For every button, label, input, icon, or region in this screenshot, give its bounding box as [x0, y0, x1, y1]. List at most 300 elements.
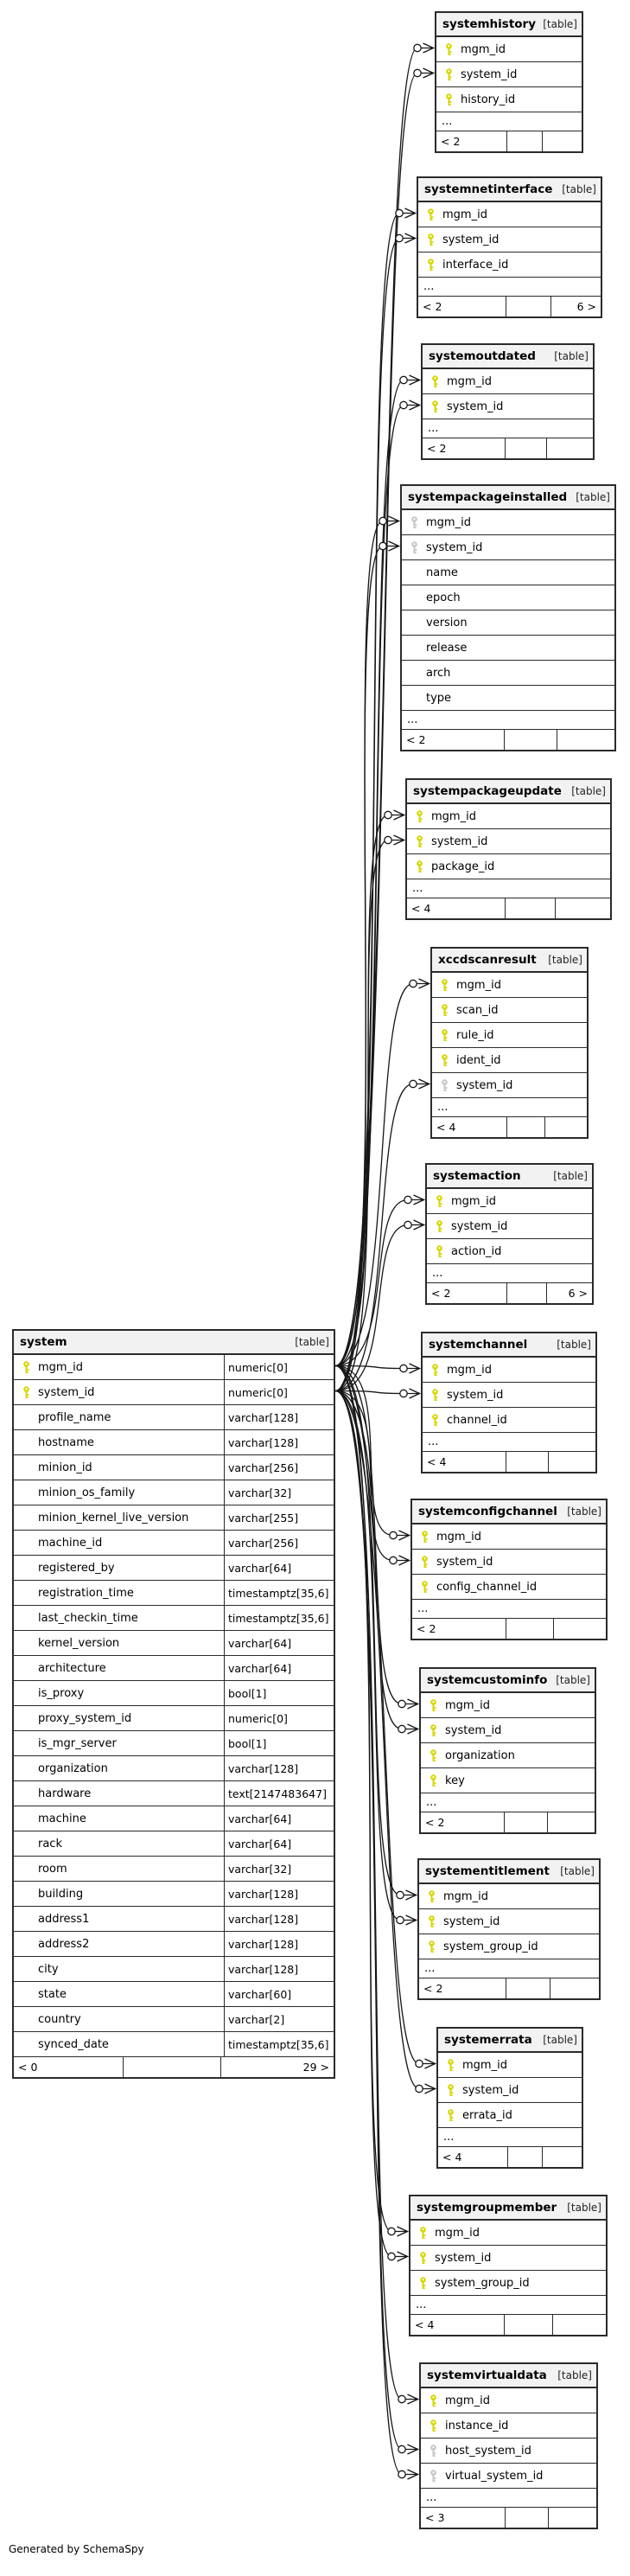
- footer-mid-cell: [504, 2315, 553, 2335]
- zero-or-more-circle: [410, 980, 417, 987]
- column-type: text[2147483647]: [224, 1781, 334, 1806]
- column-type: varchar[128]: [224, 1405, 334, 1429]
- footer-children-count: [543, 131, 582, 151]
- column-name: mgm_id: [426, 515, 471, 529]
- column-name: system_id: [431, 834, 488, 848]
- zero-or-more-circle: [388, 2253, 395, 2260]
- primary-key-icon: [435, 1195, 444, 1208]
- primary-key-icon: [440, 1004, 449, 1017]
- column-name: channel_id: [447, 1413, 507, 1427]
- table-footer: [412, 1619, 606, 1639]
- primary-key-icon: [420, 1531, 430, 1544]
- column-name: kernel_version: [38, 1636, 120, 1650]
- column-row-hardware: [14, 1781, 334, 1806]
- primary-key-icon: [418, 2277, 428, 2290]
- primary-key-icon: [429, 1724, 438, 1737]
- column-row-arch: [402, 661, 614, 686]
- key-slot: [419, 1915, 443, 1928]
- footer-children-count: [550, 1978, 599, 1998]
- table-footer: [418, 297, 601, 316]
- footer-parents-count: < 4: [427, 1455, 447, 1468]
- key-slot: [421, 1749, 445, 1762]
- column-type: varchar[60]: [224, 1982, 334, 2006]
- footer-parents-count: < 2: [406, 733, 426, 746]
- column-name: minion_id: [38, 1461, 92, 1474]
- footer-mid-cell: [506, 1619, 554, 1639]
- table-footer: [419, 1978, 599, 1998]
- zero-or-more-circle: [400, 1390, 407, 1397]
- footer-mid-cell: [505, 898, 556, 918]
- column-row-organization: [421, 1743, 595, 1768]
- column-type: varchar[64]: [224, 1831, 334, 1856]
- column-row-release: [402, 636, 614, 661]
- column-name: mgm_id: [462, 2058, 507, 2072]
- table-badge: [table]: [571, 785, 606, 797]
- footer-children-count: [549, 2508, 596, 2528]
- key-slot: [421, 2419, 445, 2432]
- column-row-mgm_id: [438, 2053, 582, 2078]
- table-badge: [table]: [567, 2202, 601, 2214]
- zero-or-more-circle: [379, 542, 386, 549]
- column-type: varchar[64]: [224, 1556, 334, 1580]
- table-systemchannel: [421, 1332, 597, 1473]
- table-header-systementitlement[interactable]: [419, 1860, 599, 1884]
- table-footer: [410, 2315, 606, 2335]
- column-row-channel_id: [423, 1408, 595, 1433]
- column-row-city: [14, 1957, 334, 1982]
- key-slot: [419, 1940, 443, 1953]
- primary-key-icon: [435, 1245, 444, 1258]
- zero-or-more-circle: [397, 1891, 404, 1898]
- zero-or-more-circle: [396, 209, 403, 216]
- primary-key-icon: [22, 1386, 31, 1399]
- column-name: machine_id: [38, 1536, 103, 1550]
- table-title[interactable]: systempackageupdate: [413, 784, 562, 798]
- column-row-mgm_id: [432, 973, 587, 998]
- zero-or-more-circle: [400, 376, 407, 383]
- column-name: virtual_system_id: [445, 2469, 544, 2483]
- table-title[interactable]: systementitlement: [425, 1864, 550, 1878]
- primary-key-icon: [415, 835, 424, 848]
- primary-key-icon: [430, 1389, 440, 1402]
- zero-or-more-circle: [404, 1196, 411, 1203]
- footer-mid-cell: [506, 297, 551, 316]
- column-row-is_mgr_server: [14, 1731, 334, 1756]
- key-slot: [438, 2059, 462, 2072]
- column-row-system_id: [407, 829, 610, 854]
- column-name: rack: [38, 1837, 62, 1851]
- zero-or-more-circle: [398, 2471, 405, 2477]
- zero-or-more-circle: [400, 1365, 407, 1371]
- footer-mid-cell: [506, 1117, 545, 1137]
- table-header-systempackageupdate[interactable]: [407, 780, 610, 804]
- column-row-mgm_id: [407, 804, 610, 829]
- column-row-last_checkin_time: [14, 1606, 334, 1631]
- column-row-mgm_id: [412, 1525, 606, 1550]
- column-row-system_id: [438, 2078, 582, 2103]
- table-header-systemvirtualdata[interactable]: [421, 2364, 596, 2388]
- more-columns-ellipsis: ...: [419, 1959, 599, 1978]
- primary-key-icon: [446, 2084, 455, 2097]
- table-badge: [table]: [567, 1505, 601, 1518]
- table-footer: [436, 131, 582, 151]
- zero-or-more-circle: [414, 69, 421, 76]
- column-type: varchar[128]: [224, 1756, 334, 1780]
- primary-key-icon: [415, 810, 424, 823]
- column-name: action_id: [451, 1244, 502, 1258]
- primary-key-icon: [440, 1029, 449, 1042]
- column-name: system_id: [447, 1388, 504, 1402]
- footer-parents-count: < 3: [425, 2511, 445, 2524]
- column-name: profile_name: [38, 1410, 111, 1424]
- footer-mid-cell: [506, 131, 543, 151]
- footer-children-count: [549, 1452, 595, 1472]
- footer-parents-count: < 2: [417, 1622, 436, 1635]
- column-name: hardware: [38, 1787, 92, 1800]
- table-header-systemaction[interactable]: [427, 1165, 592, 1189]
- table-badge: [table]: [543, 2034, 577, 2046]
- table-title[interactable]: systemerrata: [444, 2033, 532, 2047]
- generated-by-note: Generated by SchemaSpy: [9, 2543, 144, 2555]
- key-slot: [436, 43, 461, 56]
- key-slot: [427, 1245, 451, 1258]
- column-row-system_id: [412, 1550, 606, 1575]
- key-slot: [418, 233, 442, 246]
- more-columns-ellipsis: ...: [427, 1264, 592, 1283]
- column-name: address1: [38, 1912, 90, 1926]
- key-slot: [423, 1389, 447, 1402]
- column-name: mgm_id: [456, 978, 501, 992]
- relationship-line: [335, 1391, 417, 1921]
- column-name: arch: [426, 666, 451, 680]
- foreign-key-icon: [440, 1079, 449, 1092]
- footer-mid-cell: [506, 1978, 550, 1998]
- column-name: architecture: [38, 1661, 106, 1675]
- zero-or-more-circle: [385, 836, 391, 843]
- column-row-hostname: [14, 1430, 334, 1455]
- column-row-scan_id: [432, 998, 587, 1023]
- column-name: system_id: [456, 1078, 513, 1092]
- column-row-instance_id: [421, 2413, 596, 2439]
- column-type: bool[1]: [224, 1731, 334, 1755]
- table-systemconfigchannel: [410, 1499, 608, 1640]
- primary-key-icon: [420, 1556, 430, 1569]
- primary-key-icon: [440, 979, 449, 992]
- table-title[interactable]: systemhistory: [442, 17, 537, 31]
- column-row-building: [14, 1882, 334, 1907]
- column-row-version: [402, 610, 614, 636]
- column-name: rule_id: [456, 1028, 494, 1042]
- table-header-systemoutdated[interactable]: [423, 345, 593, 369]
- footer-children-count: [554, 1619, 606, 1639]
- key-slot: [421, 1699, 445, 1712]
- column-type: varchar[64]: [224, 1656, 334, 1680]
- table-footer: [423, 438, 593, 458]
- column-row-virtual_system_id: [421, 2464, 596, 2489]
- column-name: system_id: [447, 400, 504, 413]
- more-columns-ellipsis: ...: [410, 2296, 606, 2315]
- column-row-system_id: [402, 535, 614, 560]
- primary-key-icon: [22, 1361, 31, 1374]
- footer-parents-count: < 4: [411, 902, 431, 915]
- primary-key-icon: [427, 1940, 436, 1953]
- column-row-machine_id: [14, 1531, 334, 1556]
- footer-parents-count: < 2: [423, 300, 442, 313]
- column-name: system_id: [461, 67, 518, 81]
- relationship-line: [335, 547, 399, 1391]
- key-slot: [14, 1386, 38, 1399]
- zero-or-more-circle: [416, 2060, 423, 2067]
- column-row-address1: [14, 1907, 334, 1932]
- column-name: minion_os_family: [38, 1486, 136, 1499]
- table-title[interactable]: systemcustominfo: [427, 1673, 548, 1687]
- column-name: interface_id: [442, 258, 509, 272]
- column-row-address2: [14, 1932, 334, 1957]
- column-name: system_group_id: [443, 1940, 538, 1953]
- primary-key-icon: [430, 1414, 440, 1427]
- table-systemhistory: [435, 11, 583, 153]
- column-row-system_id: [427, 1214, 592, 1239]
- table-title[interactable]: systemvirtualdata: [427, 2368, 547, 2382]
- more-columns-ellipsis: ...: [423, 1433, 595, 1452]
- column-row-mgm_id: [427, 1189, 592, 1214]
- table-badge: [table]: [562, 183, 596, 195]
- column-name: organization: [445, 1748, 515, 1762]
- footer-mid-cell: [507, 2147, 544, 2167]
- table-header-systemhistory[interactable]: [436, 13, 582, 37]
- column-row-system_id: [423, 1383, 595, 1408]
- relationship-line: [335, 984, 430, 1366]
- footer-children-count: [557, 730, 614, 750]
- table-header-systemerrata[interactable]: [438, 2029, 582, 2053]
- key-slot: [410, 2277, 435, 2290]
- column-name: config_channel_id: [436, 1580, 538, 1594]
- column-row-system_id: [432, 1073, 587, 1098]
- column-name: mgm_id: [38, 1360, 83, 1374]
- column-row-system_id: [410, 2246, 606, 2271]
- column-name: minion_kernel_live_version: [38, 1511, 189, 1525]
- column-type: varchar[255]: [224, 1505, 334, 1530]
- table-title[interactable]: xccdscanresult: [438, 953, 537, 967]
- key-slot: [412, 1581, 436, 1594]
- column-row-mgm_id: [421, 1693, 595, 1718]
- table-title[interactable]: systemchannel: [429, 1338, 528, 1352]
- column-name: epoch: [426, 591, 461, 604]
- key-slot: [410, 2227, 435, 2240]
- primary-key-icon: [429, 1774, 438, 1787]
- column-row-mgm_id: [436, 37, 582, 62]
- table-header-systemconfigchannel[interactable]: [412, 1500, 606, 1525]
- table-badge: [table]: [295, 1336, 329, 1348]
- table-badge: [table]: [560, 1865, 595, 1877]
- foreign-key-icon: [429, 2470, 438, 2483]
- column-row-rule_id: [432, 1023, 587, 1048]
- column-row-is_proxy: [14, 1681, 334, 1706]
- key-slot: [423, 1414, 447, 1427]
- key-slot: [427, 1220, 451, 1233]
- foreign-key-icon: [410, 541, 419, 554]
- table-title[interactable]: system: [20, 1335, 67, 1349]
- table-systempackageinstalled: [400, 484, 616, 751]
- footer-children-count: [548, 1812, 595, 1832]
- footer-mid-cell: [123, 2057, 222, 2077]
- key-slot: [432, 1004, 456, 1017]
- relationship-line: [335, 1391, 418, 2475]
- column-name: system_id: [445, 1723, 502, 1737]
- more-columns-ellipsis: ...: [423, 419, 593, 438]
- column-name: synced_date: [38, 2037, 109, 2051]
- more-columns-ellipsis: ...: [438, 2128, 582, 2147]
- column-name: registered_by: [38, 1561, 115, 1575]
- primary-key-icon: [415, 860, 424, 873]
- table-footer: [432, 1117, 587, 1137]
- footer-children-count: [556, 898, 610, 918]
- column-name: mgm_id: [435, 2226, 480, 2240]
- column-name: mgm_id: [443, 1889, 488, 1903]
- table-header-system[interactable]: [14, 1331, 334, 1355]
- column-row-minion_kernel_live_version: [14, 1505, 334, 1531]
- primary-key-icon: [446, 2109, 455, 2122]
- column-type: varchar[64]: [224, 1631, 334, 1655]
- column-row-system_id: [421, 1718, 595, 1743]
- table-header-systemnetinterface[interactable]: [418, 178, 601, 202]
- column-name: last_checkin_time: [38, 1611, 138, 1625]
- column-row-config_channel_id: [412, 1575, 606, 1600]
- zero-or-more-circle: [400, 401, 407, 408]
- column-row-system_id: [419, 1909, 599, 1934]
- primary-key-icon: [429, 1699, 438, 1712]
- column-row-history_id: [436, 87, 582, 112]
- table-badge: [table]: [554, 350, 589, 362]
- column-row-system_id: [14, 1380, 334, 1405]
- footer-children-count: 29 >: [302, 2061, 329, 2074]
- zero-or-more-circle: [410, 1080, 417, 1087]
- column-row-host_system_id: [421, 2439, 596, 2464]
- column-name: instance_id: [445, 2419, 509, 2432]
- column-name: ident_id: [456, 1053, 501, 1067]
- table-header-systemgroupmember[interactable]: [410, 2196, 606, 2221]
- column-row-epoch: [402, 585, 614, 610]
- table-title[interactable]: systemgroupmember: [417, 2201, 557, 2215]
- column-row-system_id: [418, 227, 601, 252]
- relationship-line: [335, 1391, 408, 2257]
- column-name: country: [38, 2012, 81, 2026]
- zero-or-more-circle: [398, 1725, 405, 1732]
- column-name: mgm_id: [436, 1530, 481, 1544]
- foreign-key-icon: [410, 516, 419, 529]
- column-name: proxy_system_id: [38, 1711, 132, 1725]
- table-systementitlement: [417, 1858, 601, 2000]
- table-title[interactable]: systempackageinstalled: [408, 490, 568, 504]
- column-row-key: [421, 1768, 595, 1793]
- column-row-system_group_id: [419, 1934, 599, 1959]
- column-name: is_mgr_server: [38, 1736, 117, 1750]
- column-name: host_system_id: [445, 2444, 531, 2458]
- key-slot: [421, 2470, 445, 2483]
- table-systemnetinterface: [417, 176, 602, 318]
- table-badge: [table]: [557, 2369, 592, 2381]
- key-slot: [423, 375, 447, 388]
- primary-key-icon: [430, 400, 440, 413]
- column-row-room: [14, 1857, 334, 1882]
- primary-key-icon: [429, 1749, 438, 1762]
- key-slot: [419, 1890, 443, 1903]
- primary-key-icon: [426, 233, 436, 246]
- primary-key-icon: [429, 2394, 438, 2407]
- key-slot: [418, 259, 442, 272]
- table-title[interactable]: systemoutdated: [429, 349, 536, 363]
- column-row-architecture: [14, 1656, 334, 1681]
- more-columns-ellipsis: ...: [421, 1793, 595, 1812]
- key-slot: [418, 208, 442, 221]
- table-systemerrata: [436, 2027, 583, 2169]
- column-row-name: [402, 560, 614, 585]
- column-name: mgm_id: [445, 2394, 490, 2407]
- table-header-systemcustominfo[interactable]: [421, 1669, 595, 1693]
- table-title[interactable]: systemconfigchannel: [418, 1505, 557, 1518]
- column-name: history_id: [461, 93, 516, 106]
- column-type: timestamptz[35,6]: [224, 2032, 334, 2056]
- footer-children-count: [545, 1117, 587, 1137]
- zero-or-more-circle: [396, 234, 403, 241]
- zero-or-more-circle: [390, 1556, 397, 1563]
- table-system: [12, 1329, 335, 2079]
- table-footer: [423, 1452, 595, 1472]
- column-row-synced_date: [14, 2032, 334, 2057]
- zero-or-more-circle: [398, 1700, 405, 1707]
- column-name: system_group_id: [435, 2276, 530, 2290]
- column-row-organization: [14, 1756, 334, 1781]
- more-columns-ellipsis: ...: [407, 879, 610, 898]
- key-slot: [421, 1774, 445, 1787]
- key-slot: [432, 1079, 456, 1092]
- column-name: key: [445, 1774, 465, 1787]
- column-type: varchar[128]: [224, 1957, 334, 1981]
- footer-parents-count: < 4: [415, 2318, 435, 2331]
- table-title[interactable]: systemaction: [433, 1169, 521, 1183]
- zero-or-more-circle: [379, 517, 386, 524]
- primary-key-icon: [429, 2419, 438, 2432]
- column-row-registered_by: [14, 1556, 334, 1581]
- key-slot: [421, 1724, 445, 1737]
- table-header-systempackageinstalled[interactable]: [402, 486, 614, 510]
- column-row-mgm_id: [421, 2388, 596, 2413]
- column-row-mgm_id: [14, 1355, 334, 1380]
- table-title[interactable]: systemnetinterface: [424, 182, 553, 196]
- column-row-mgm_id: [418, 202, 601, 227]
- table-systemvirtualdata: [419, 2362, 598, 2529]
- column-type: varchar[32]: [224, 1857, 334, 1881]
- relationship-line: [335, 1366, 417, 1895]
- column-name: mgm_id: [431, 809, 476, 823]
- column-row-mgm_id: [419, 1884, 599, 1909]
- primary-key-icon: [444, 68, 454, 81]
- column-name: errata_id: [462, 2108, 512, 2122]
- relationship-line: [335, 1366, 418, 2400]
- key-slot: [402, 541, 426, 554]
- key-slot: [438, 2084, 462, 2097]
- table-header-systemchannel[interactable]: [423, 1333, 595, 1358]
- table-header-xccdscanresult[interactable]: [432, 949, 587, 973]
- column-type: varchar[128]: [224, 1882, 334, 1906]
- primary-key-icon: [427, 1915, 436, 1928]
- column-name: mgm_id: [445, 1698, 490, 1712]
- column-name: address2: [38, 1937, 90, 1951]
- column-row-mgm_id: [423, 1358, 595, 1383]
- footer-children-count: 6 >: [576, 300, 596, 313]
- column-type: numeric[0]: [224, 1706, 334, 1730]
- more-columns-ellipsis: ...: [436, 112, 582, 131]
